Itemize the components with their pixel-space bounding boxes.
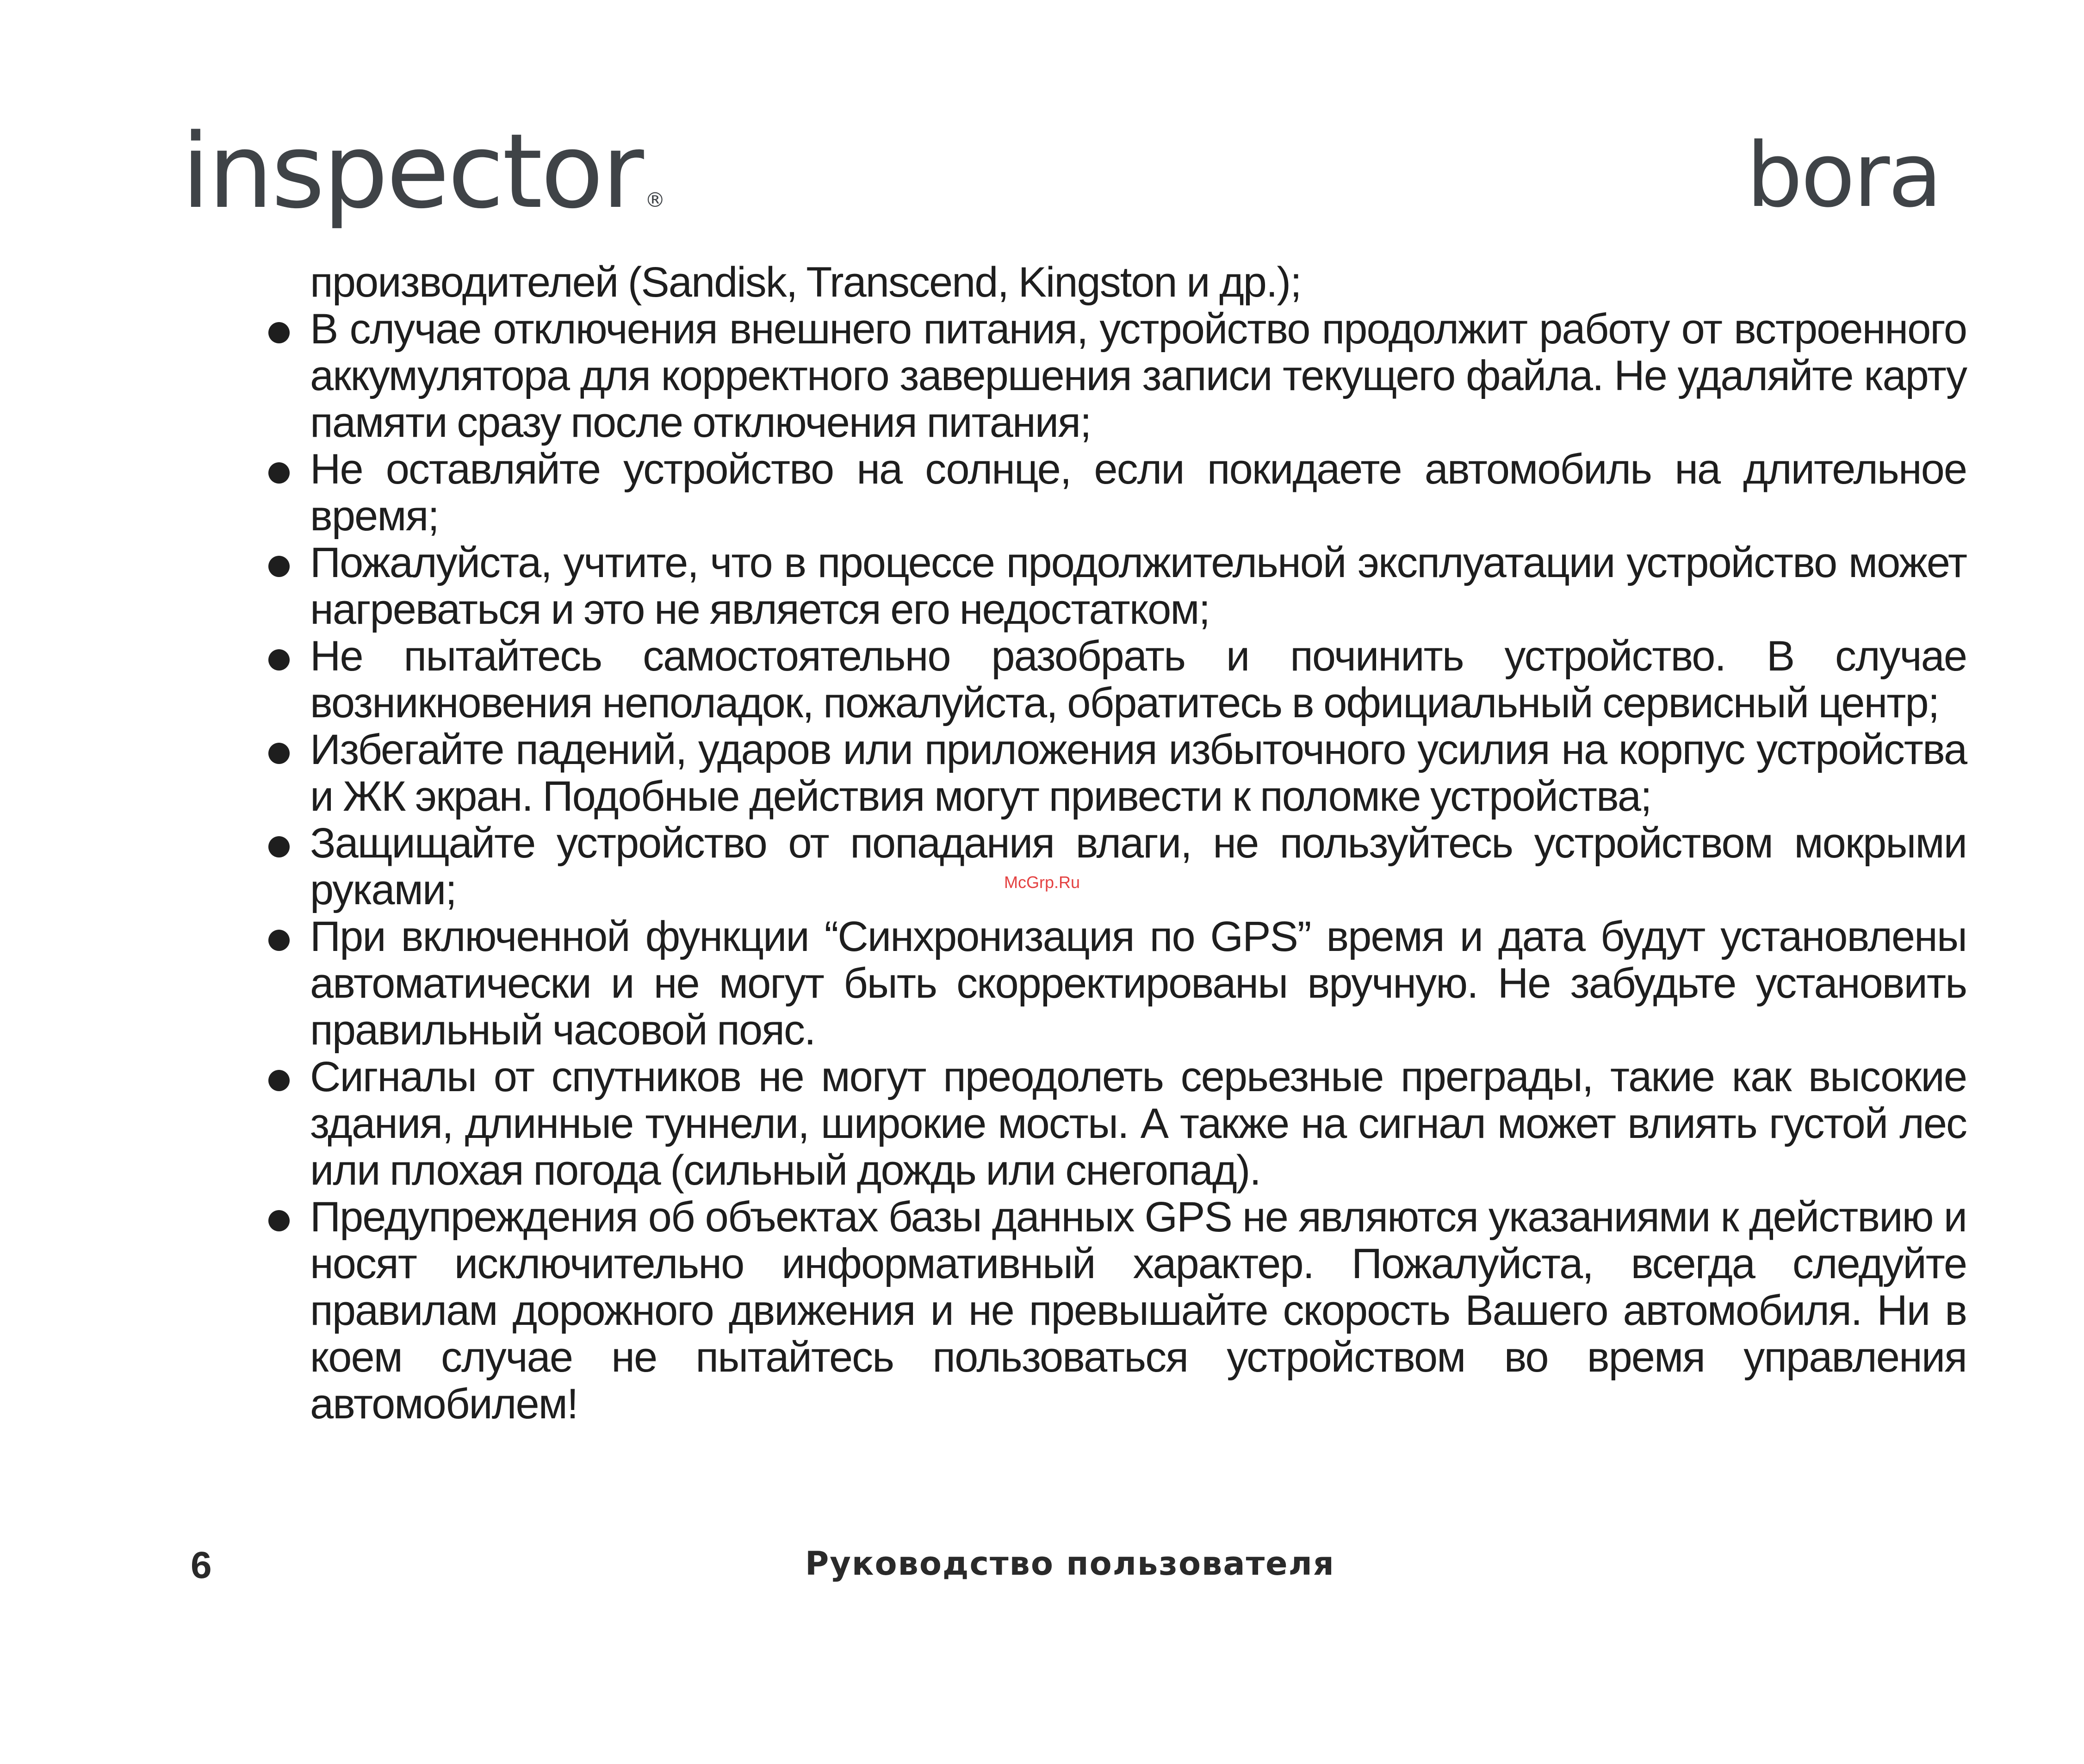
bullet-item — [259, 446, 1966, 540]
page-number: 6 — [191, 1544, 212, 1586]
bullet-item — [259, 1194, 1966, 1428]
bullet-text: Не пытайтесь самостоятельно разобрать и починить устройство. В случае возникновения неполадок, пожалуйста, обратитесь в официальный сервисный центр; — [310, 633, 1966, 727]
bullet-text: При включенной функции “Синхронизация по GPS” время и дата будут установлены автоматически и не могут быть скорректированы вручную. Не забудьте установить правильный часовой пояс. — [310, 913, 1966, 1054]
bullet-dot-icon — [268, 1210, 290, 1231]
safety-bullet-list — [259, 306, 1966, 1428]
brand-name: inspector — [181, 112, 642, 231]
bullet-dot-icon — [268, 649, 290, 671]
bullet-dot-icon — [268, 322, 290, 343]
bullet-text: Пожалуйста, учтите, что в процессе продолжительной эксплуатации устройство может нагреваться и это не является его недостатком; — [310, 539, 1966, 633]
bullet-item — [259, 633, 1966, 727]
bullet-dot-icon — [268, 836, 290, 857]
bullet-text: Предупреждения об объектах базы данных GPS не являются указаниями к действию и носят исключительно информативный характер. Пожалуйста, всегда следуйте правилам дорожного движения и не превышайте скорость Вашего автомобиля. Ни в коем случае не пытайтесь пользоваться устройством во время управления автомобилем! — [310, 1193, 1966, 1428]
bullet-dot-icon — [268, 1070, 290, 1091]
page-content — [259, 259, 1966, 1428]
bullet-item — [259, 820, 1966, 913]
brand-logo — [181, 112, 665, 231]
bullet-item — [259, 1054, 1966, 1194]
lead-in-text: производителей (Sandisk, Transcend, Kingston и др.); — [310, 259, 1301, 306]
bullet-dot-icon — [268, 930, 290, 951]
bullet-dot-icon — [268, 556, 290, 577]
registered-mark: ® — [645, 188, 665, 212]
bullet-item — [259, 540, 1966, 633]
footer-title: Руководство пользователя — [805, 1545, 1335, 1583]
bullet-dot-icon — [268, 462, 290, 484]
bullet-text: Сигналы от спутников не могут преодолеть серьезные преграды, такие как высокие здания, длинные туннели, широкие мосты. А также на сигнал может влиять густой лес или плохая погода (сильный дождь или снегопад). — [310, 1053, 1966, 1194]
bullet-text: Не оставляйте устройство на солнце, если покидаете автомобиль на длительное время; — [310, 446, 1966, 540]
bullet-dot-icon — [268, 743, 290, 764]
bullet-text: В случае отключения внешнего питания, устройство продолжит работу от встроенного аккумулятора для корректного завершения записи текущего файла. Не удаляйте карту памяти сразу после отключения питания; — [310, 305, 1966, 446]
model-logo: bora — [1746, 124, 1941, 227]
bullet-item — [259, 727, 1966, 820]
bullet-text: Избегайте падений, ударов или приложения избыточного усилия на корпус устройства и ЖК экран. Подобные действия могут привести к поломке устройства; — [310, 726, 1966, 820]
bullet-item — [259, 913, 1966, 1054]
bullet-item — [259, 306, 1966, 446]
watermark: McGrp.Ru — [1004, 873, 1080, 892]
bullet-text: Защищайте устройство от попадания влаги, не пользуйтесь устройством мокрыми руками; — [310, 820, 1966, 913]
